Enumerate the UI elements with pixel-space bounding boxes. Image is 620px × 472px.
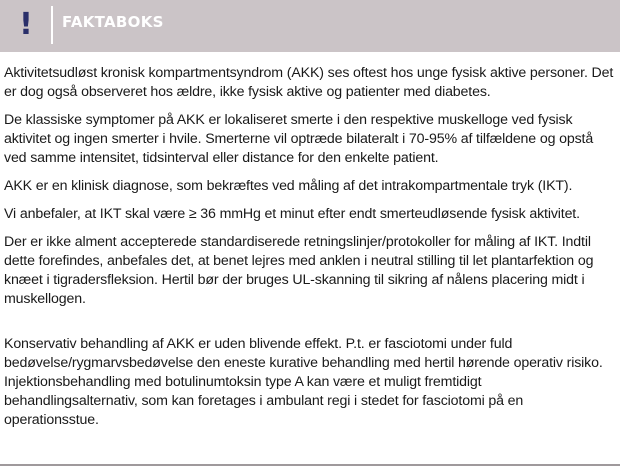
paragraph-3: AKK er en klinisk diagnose, som bekræftes ved måling af det intrakompartmentale tryk (IKT). <box>4 178 573 194</box>
paragraph-5: Der er ikke alment accepterede standardiserede retningslinjer/protokoller for måling af IKT. Indtil dette forefindes, anbefales det, at benet lejres med anklen i neutral stilling til let plantarfektion og knæet i tigradersfleksion. Hertil bør der bruges UL-skanning til sikring af nålens placering midt i muskellogen. <box>4 234 594 307</box>
factbox-header <box>0 0 620 52</box>
paragraph-6: Konservativ behandling af AKK er uden blivende effekt. P.t. er fasciotomi under fuld bedøvelse/rygmarvsbedøvelse den eneste kurative behandling med hertil hørende operativ risiko. Injektionsbehandling med botulinumtoksin type A kan være et muligt fremtidigt behandlingsalternativ, som kan foretages i ambulant regi i stedet for fasciotomi på en operationsstue. <box>4 336 603 428</box>
paragraph-1: Aktivitetsudløst kronisk kompartmentsyndrom (AKK) ses oftest hos unge fysisk aktive personer. Det er dog også observeret hos ældre, ikke fysisk aktive og patienter med diabetes. <box>4 65 614 100</box>
bottom-divider <box>0 464 620 466</box>
paragraph-4: Vi anbefaler, at IKT skal være ≥ 36 mmHg et minut efter endt smerteudløsende fysisk aktivitet. <box>4 206 580 222</box>
icon-box <box>0 0 50 52</box>
paragraph-2: De klassiske symptomer på AKK er lokaliseret smerte i den respektive muskelloge ved fysisk aktivitet og ingen smerter i hvile. Smerterne vil optræde bilateralt i 70-95% af tilfældene og opstå ved samme intensitet, tidsinterval eller distance for den enkelte patient. <box>4 112 594 166</box>
header-divider <box>51 6 53 44</box>
factbox-content <box>4 64 616 439</box>
exclamation-icon: ! <box>19 7 33 42</box>
factbox-title: FAKTABOKS <box>62 13 164 31</box>
